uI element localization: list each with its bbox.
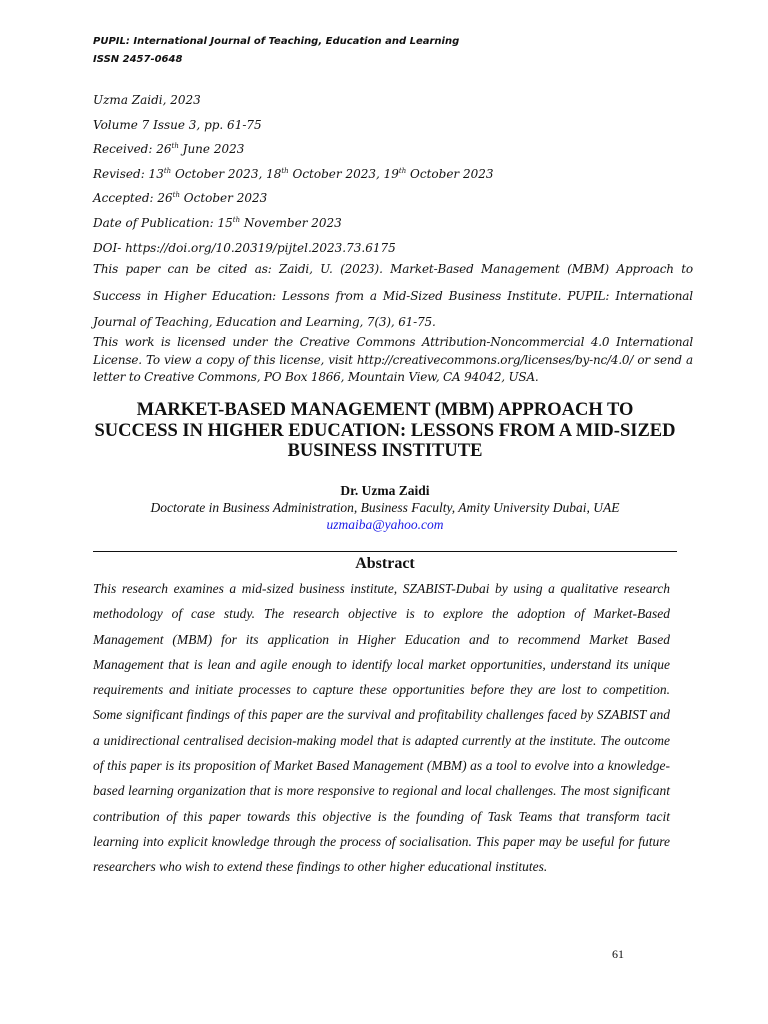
section-divider <box>93 551 677 552</box>
citation-note: This paper can be cited as: Zaidi, U. (2023). Market-Based Management (MBM) Approach to Success in Higher Education: Lessons from a Mid-Sized Business Institute. PUPIL: International Journal of Teaching, Education and Learning, 7(3), 61-75. <box>93 262 693 330</box>
revised-dates: Revised: 13th October 2023, 18th October 2023, 19th October 2023 <box>93 166 494 181</box>
author-affiliation: Doctorate in Business Administration, Business Faculty, Amity University Dubai, UAE <box>150 500 620 515</box>
license-note: This work is licensed under the Creative Commons Attribution-Noncommercial 4.0 International License. To view a copy of this license, visit http://creativecommons.org/licenses/by-nc/4.0/ or send a letter to Creative Commons, PO Box 1866, Mountain View, CA 94042, USA. <box>93 335 693 385</box>
journal-name: PUPIL: International Journal of Teaching, Education and Learning <box>93 36 460 47</box>
abstract-heading: Abstract <box>355 555 415 572</box>
journal-header <box>93 33 693 69</box>
author-year: Uzma Zaidi, 2023 <box>93 93 201 107</box>
accepted-date: Accepted: 26th October 2023 <box>93 191 268 206</box>
doi: DOI- https://doi.org/10.20319/pijtel.2023.73.6175 <box>93 240 396 255</box>
abstract-text: This research examines a mid-sized business institute, SZABIST-Dubai by using a qualitative research methodology of case study. The research objective is to explore the adoption of Market-Based Management (MBM) for its application in Higher Education and to recommend Market Based Management that is lean and agile enough to identify local market opportunities, understand its unique requirements and initiate processes to capture these opportunities before they are lost to competition. Some significant findings of this paper are the survival and profitability challenges faced by SZABIST and a unidirectional centralised decision-making model that is adapted currently at the institute. The outcome of this paper is its proposition of Market Based Management (MBM) as a tool to evolve into a knowledge-based learning organization that is more responsive to regional and local challenges. The most significant contribution of this paper towards this objective is the founding of Task Teams that transform tacit learning into explicit knowledge through the process of socialisation. This paper may be useful for future researchers who wish to extend these findings to other higher educational institutes. <box>93 581 670 875</box>
received-date: Received: 26th June 2023 <box>93 142 245 157</box>
publication-date: Date of Publication: 15th November 2023 <box>93 215 342 230</box>
paper-title: MARKET-BASED MANAGEMENT (MBM) APPROACH TO SUCCESS IN HIGHER EDUCATION: LESSONS FROM A MID-SIZED BUSINESS INSTITUTE <box>94 400 676 461</box>
journal-issn: ISSN 2457-0648 <box>93 54 183 65</box>
page-number: 61 <box>612 947 624 961</box>
author-email[interactable]: uzmaiba@yahoo.com <box>326 517 444 532</box>
volume-issue: Volume 7 Issue 3, pp. 61-75 <box>93 117 262 132</box>
author-name: Dr. Uzma Zaidi <box>340 483 430 498</box>
article-metadata <box>93 88 693 260</box>
